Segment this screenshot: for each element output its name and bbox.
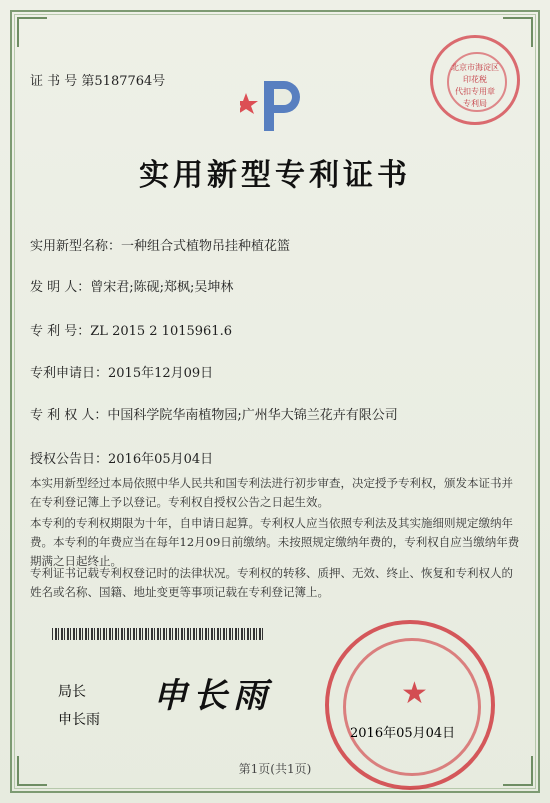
director-signature: 申长雨 xyxy=(153,676,273,716)
director-block xyxy=(58,678,100,734)
paragraph: 专利证书记载专利权登记时的法律状况。专利权的转移、质押、无效、终止、恢复和专利权人的姓名或名称、国籍、地址变更等事项记载在专利登记簿上。 xyxy=(30,566,513,599)
field-value: 2016年05月04日 xyxy=(108,452,214,467)
field-patent-number xyxy=(30,320,232,339)
frame-corner xyxy=(503,17,533,47)
director-title: 局长 xyxy=(58,684,86,700)
field-label: 发 明 人： xyxy=(30,280,91,295)
page-title: 实用新型专利证书 xyxy=(139,158,411,193)
paragraph: 本实用新型经过本局依照中华人民共和国专利法进行初步审查，决定授予专利权，颁发本证书并在专利登记簿上予以登记。专利权自授权公告之日起生效。 xyxy=(30,476,513,509)
field-value: 曾宋君;陈砚;郑枫;吴坤林 xyxy=(90,280,234,295)
field-label: 授权公告日： xyxy=(30,452,109,467)
issue-date: 2016年05月04日 xyxy=(350,726,456,741)
field-grant-date xyxy=(30,448,213,467)
patent-office-logo-icon xyxy=(240,73,310,133)
field-label: 专 利 号： xyxy=(30,324,91,339)
certificate-number: 证 书 号 第5187764号 xyxy=(30,74,166,89)
barcode xyxy=(52,628,264,640)
field-value: ZL 2015 2 1015961.6 xyxy=(90,324,232,339)
field-value: 一种组合式植物吊挂种植花篮 xyxy=(121,239,291,254)
national-emblem-icon: ★ xyxy=(401,676,428,711)
field-label: 专 利 权 人： xyxy=(30,408,108,423)
paragraph: 本专利的专利权期限为十年，自申请日起算。专利权人应当依照专利法及其实施细则规定缴纳年费。本专利的年费应当在每年12月09日前缴纳。未按照规定缴纳年费的，专利权自应当缴纳年费期满之日起终止。 xyxy=(30,516,520,568)
field-value: 2015年12月09日 xyxy=(108,366,214,381)
tax-seal-line: 代扣专用章 xyxy=(455,87,495,96)
frame-corner xyxy=(17,17,47,47)
field-inventors xyxy=(30,276,233,295)
field-utility-name xyxy=(30,235,290,254)
tax-seal-line: 专利局 xyxy=(463,99,487,108)
page-number: 第1页(共1页) xyxy=(238,762,312,776)
field-label: 实用新型名称： xyxy=(30,239,122,254)
field-value: 中国科学院华南植物园;广州华大锦兰花卉有限公司 xyxy=(107,408,398,423)
field-label: 专利申请日： xyxy=(30,366,109,381)
tax-seal xyxy=(430,35,520,125)
field-patentee xyxy=(30,404,398,423)
tax-seal-line: 印花税 xyxy=(463,75,487,84)
director-name: 申长雨 xyxy=(58,712,100,728)
field-application-date xyxy=(30,362,213,381)
tax-seal-line: 北京市海淀区 xyxy=(451,63,499,72)
